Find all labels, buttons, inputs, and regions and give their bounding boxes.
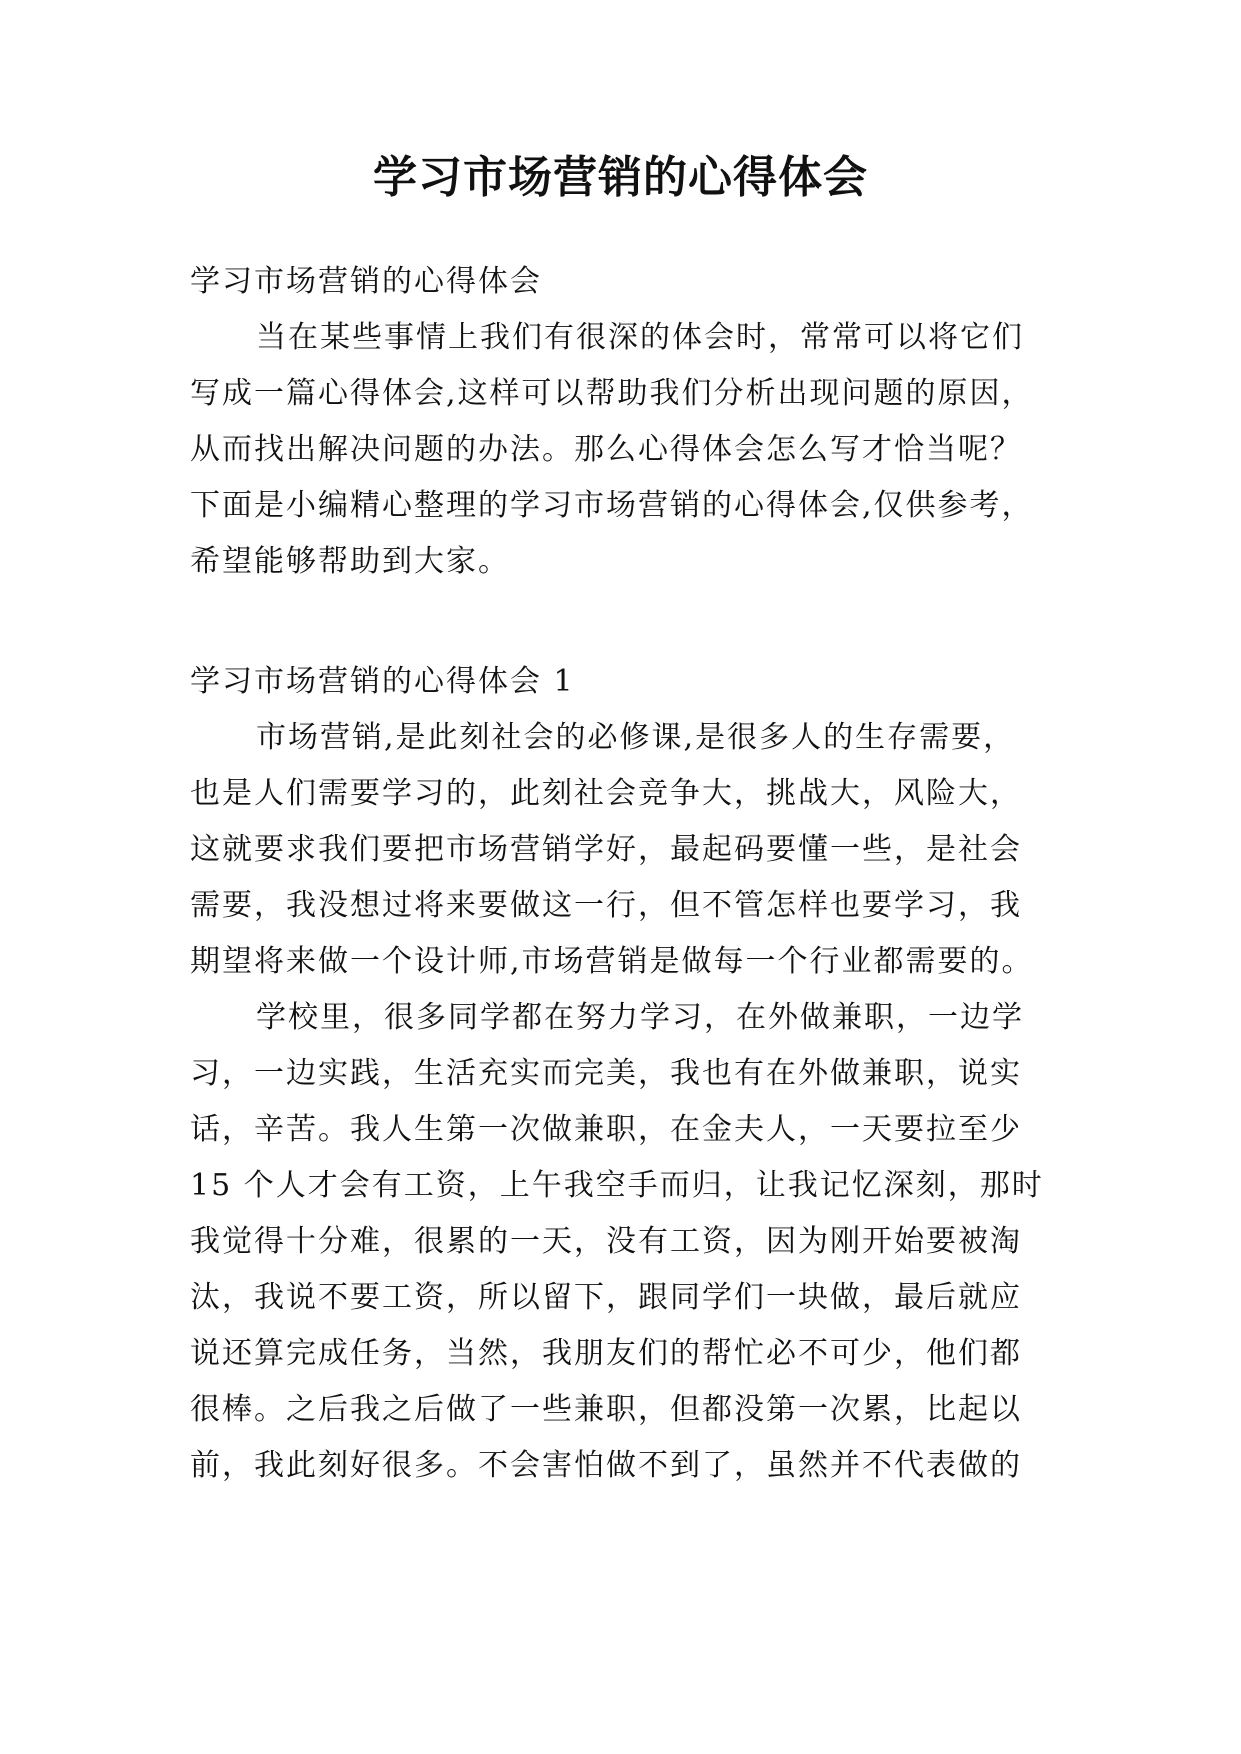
- section-heading: 学习市场营销的心得体会 1: [190, 664, 575, 699]
- paragraph-line: 下面是小编精心整理的学习市场营销的心得体会,仅供参考，: [190, 488, 1034, 523]
- paragraph-line: 习，一边实践，生活充实而完美，我也有在外做兼职，说实: [190, 1056, 1022, 1091]
- paragraph-line: 写成一篇心得体会,这样可以帮助我们分析出现问题的原因，: [190, 376, 1034, 411]
- paragraph-line: 期望将来做一个设计师,市场营销是做每一个行业都需要的。: [190, 944, 1034, 979]
- paragraph-line: 当在某些事情上我们有很深的体会时，常常可以将它们: [256, 320, 1024, 355]
- document-title: 学习市场营销的心得体会: [373, 152, 868, 203]
- paragraph-line: 前，我此刻好很多。不会害怕做不到了，虽然并不代表做的: [190, 1448, 1022, 1483]
- paragraph-line: 很棒。之后我之后做了一些兼职，但都没第一次累，比起以: [190, 1392, 1022, 1427]
- paragraph-line: 这就要求我们要把市场营销学好，最起码要懂一些，是社会: [190, 832, 1022, 867]
- paragraph-line: 需要，我没想过将来要做这一行，但不管怎样也要学习，我: [190, 888, 1022, 923]
- paragraph-line: 汰，我说不要工资，所以留下，跟同学们一块做，最后就应: [190, 1280, 1022, 1315]
- paragraph-line: 学校里，很多同学都在努力学习，在外做兼职，一边学: [256, 1000, 1024, 1035]
- paragraph-line: 我觉得十分难，很累的一天，没有工资，因为刚开始要被淘: [190, 1224, 1022, 1259]
- paragraph-line: 话，辛苦。我人生第一次做兼职，在金夫人，一天要拉至少: [190, 1112, 1022, 1147]
- paragraph-line: 说还算完成任务，当然，我朋友们的帮忙必不可少，他们都: [190, 1336, 1022, 1371]
- paragraph-line: 也是人们需要学习的，此刻社会竞争大，挑战大，风险大，: [190, 776, 1022, 811]
- intro-heading: 学习市场营销的心得体会: [190, 264, 542, 299]
- paragraph-line: 市场营销,是此刻社会的必修课,是很多人的生存需要，: [256, 720, 1016, 755]
- paragraph-line: 从而找出解决问题的办法。那么心得体会怎么写才恰当呢？: [190, 432, 1022, 467]
- paragraph-line: 希望能够帮助到大家。: [190, 544, 510, 579]
- paragraph-line: 15 个人才会有工资，上午我空手而归，让我记忆深刻，那时: [190, 1168, 1044, 1203]
